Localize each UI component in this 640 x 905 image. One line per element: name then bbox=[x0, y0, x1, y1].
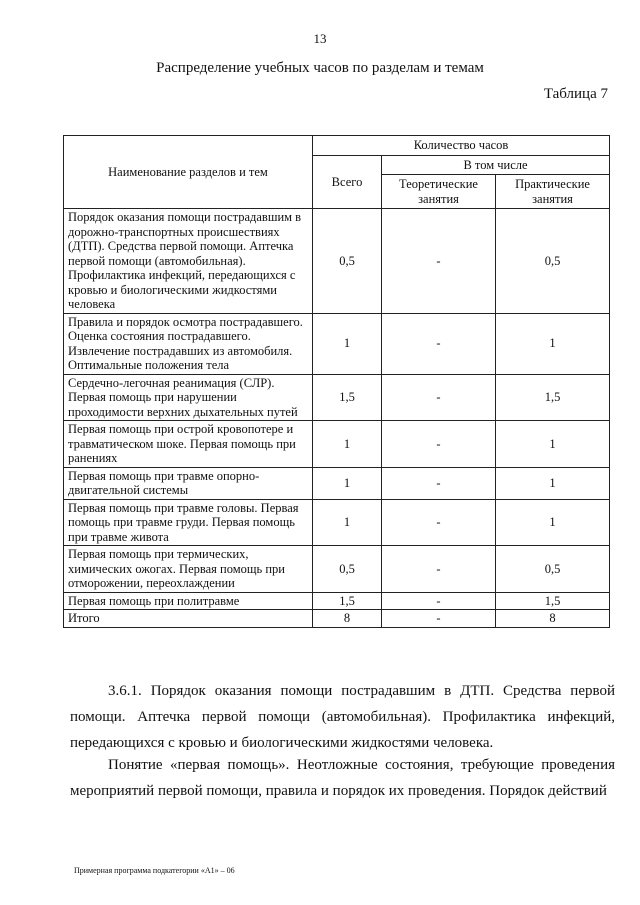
header-hours: Количество часов bbox=[313, 136, 610, 156]
total-hours: 0,5 bbox=[313, 209, 382, 314]
topic-name: Правила и порядок осмотра пострадавшего. Оценка состояния пострадавшего. Извлечение пострадавших из автомобиля. Оптимальные положения тела bbox=[64, 313, 313, 374]
total-hours: 1 bbox=[313, 313, 382, 374]
theory-hours: - bbox=[382, 374, 496, 421]
table-row bbox=[64, 209, 610, 314]
total-hours: 0,5 bbox=[313, 546, 382, 593]
total-row bbox=[64, 610, 610, 628]
practice-hours: 8 bbox=[496, 610, 610, 628]
page-number: 13 bbox=[313, 31, 327, 46]
topic-name: Первая помощь при термических, химических ожогах. Первая помощь при отморожении, переохлаждении bbox=[64, 546, 313, 593]
total-hours: 1 bbox=[313, 499, 382, 546]
table-row bbox=[64, 546, 610, 593]
header-theory: Теоретические занятия bbox=[382, 175, 496, 209]
practice-hours: 1,5 bbox=[496, 592, 610, 610]
total-hours: 1 bbox=[313, 467, 382, 499]
header-total: Всего bbox=[313, 155, 382, 209]
practice-hours: 0,5 bbox=[496, 546, 610, 593]
page-footer: Примерная программа подкатегории «A1» – 06 bbox=[74, 866, 235, 875]
table-row bbox=[64, 467, 610, 499]
header-including: В том числе bbox=[382, 155, 610, 175]
topic-name: Сердечно-легочная реанимация (СЛР). Первая помощь при нарушении проходимости верхних дыхательных путей bbox=[64, 374, 313, 421]
total-hours: 1 bbox=[313, 421, 382, 468]
topic-name: Первая помощь при травме головы. Первая помощь при травме груди. Первая помощь при травме живота bbox=[64, 499, 313, 546]
topic-name: Порядок оказания помощи пострадавшим в дорожно-транспортных происшествиях (ДТП). Средства первой помощи. Аптечка первой помощи (автомобильная). Профилактика инфекций, передающихся с кровью и биологическими жидкостями человека bbox=[64, 209, 313, 314]
theory-hours: - bbox=[382, 421, 496, 468]
table-caption: Таблица 7 bbox=[543, 86, 608, 102]
theory-hours: - bbox=[382, 546, 496, 593]
topic-name: Первая помощь при острой кровопотере и травматическом шоке. Первая помощь при ранениях bbox=[64, 421, 313, 468]
practice-hours: 1,5 bbox=[496, 374, 610, 421]
table-row bbox=[64, 374, 610, 421]
table-row bbox=[64, 499, 610, 546]
theory-hours: - bbox=[382, 610, 496, 628]
total-hours: 1,5 bbox=[313, 374, 382, 421]
theory-hours: - bbox=[382, 592, 496, 610]
theory-hours: - bbox=[382, 467, 496, 499]
topic-name: Итого bbox=[64, 610, 313, 628]
table-row bbox=[64, 421, 610, 468]
table-row bbox=[64, 313, 610, 374]
practice-hours: 1 bbox=[496, 421, 610, 468]
theory-hours: - bbox=[382, 499, 496, 546]
practice-hours: 1 bbox=[496, 313, 610, 374]
theory-hours: - bbox=[382, 209, 496, 314]
practice-hours: 1 bbox=[496, 467, 610, 499]
body-paragraph: 3.6.1. Порядок оказания помощи пострадавшим в ДТП. Средства первой помощи. Аптечка первой помощи (автомобильная). Профилактика инфекций, передающихся с кровью и биологическими жидкостями человека. bbox=[70, 683, 615, 751]
body-paragraph: Понятие «первая помощь». Неотложные состояния, требующие проведения мероприятий первой помощи, правила и порядок их проведения. Порядок действий bbox=[70, 757, 615, 799]
theory-hours: - bbox=[382, 313, 496, 374]
topic-name: Первая помощь при политравме bbox=[64, 592, 313, 610]
table-row bbox=[64, 592, 610, 610]
practice-hours: 1 bbox=[496, 499, 610, 546]
topic-name: Первая помощь при травме опорно-двигательной системы bbox=[64, 467, 313, 499]
header-practice: Практические занятия bbox=[496, 175, 610, 209]
header-section-name: Наименование разделов и тем bbox=[64, 136, 313, 209]
total-hours: 1,5 bbox=[313, 592, 382, 610]
practice-hours: 0,5 bbox=[496, 209, 610, 314]
document-title: Распределение учебных часов по разделам и темам bbox=[156, 60, 484, 76]
hours-table bbox=[63, 135, 610, 628]
total-hours: 8 bbox=[313, 610, 382, 628]
header-row bbox=[64, 136, 610, 156]
